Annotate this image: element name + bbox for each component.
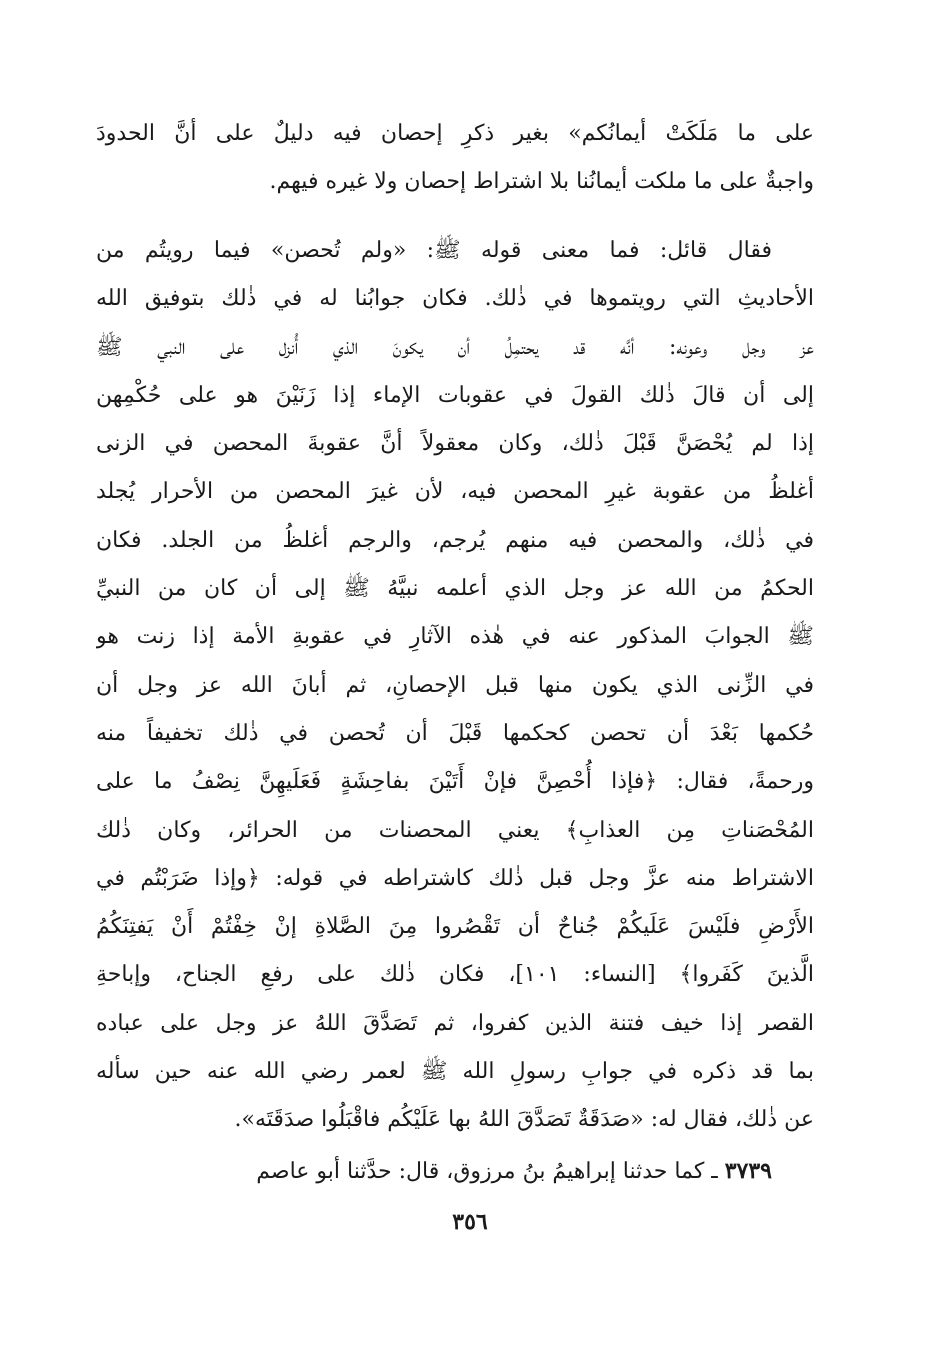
text-line: إذا لم يُحْصَنَّ قَبْلَ ذٰلك، وكان معقولاً أنَّ عقوبةَ المحصن في الزنى [96, 431, 814, 457]
text-line: الحكمُ من الله عز وجل الذي أعلمه نبيَّهُ ﷺ إلى أن كان من النبيِّ [96, 576, 814, 602]
text-line: الاشتراط منه عزَّ وجل قبل ذٰلك كاشتراطه في قوله: ﴿وإذا ضَرَبْتُم في [96, 865, 814, 891]
text-line: الأحاديثِ التي رويتموها في ذٰلك. فكان جوابُنا له في ذٰلك بتوفيق الله [96, 286, 814, 312]
text-line [96, 1147, 814, 1195]
hadith-number: ٣٧٣٩ [724, 1158, 772, 1184]
paragraph-continuation [96, 110, 814, 207]
text-line: الَّذينَ كَفَروا﴾ [النساء: ١٠١]، فكان ذٰلك على رفعِ الجناح، وإباحةِ [96, 962, 814, 988]
paragraph-hadith [96, 1147, 814, 1195]
text-line: في الزِّنى الذي يكون منها قبل الإحصانِ، ثم أبانَ الله عز وجل أن [96, 672, 814, 698]
text-line: أغلظُ من عقوبة غيرِ المحصن فيه، لأن غيرَ المحصن من الأحرار يُجلد [96, 479, 814, 505]
text-line: عز وجل وعونه: أنَّه قد يحتمِلُ أن يكونَ الذي أُنزل على النبي ﷺ [96, 334, 814, 360]
text-line: واجبةٌ على ما ملكت أيمانُنا بلا اشتراط إحصان ولا غيره فيهم. [269, 169, 814, 195]
text-line: بما قد ذكره في جوابِ رسولِ الله ﷺ لعمر رضي الله عنه حين سأله [96, 1059, 814, 1085]
text-line: ﷺ الجوابَ المذكور عنه في هٰذه الآثارِ في عقوبةِ الأمة إذا زنت هو [96, 624, 814, 650]
text-line: المُحْصَناتِ مِن العذابِ﴾ يعني المحصنات من الحرائر، وكان ذٰلك [96, 817, 814, 843]
paragraph-commentary [96, 227, 814, 1145]
text-line: ورحمةً، فقال: ﴿فإذا أُحْصِنَّ فإنْ أَتَيْنَ بفاحِشَةٍ فَعَلَيهِنَّ نِصْفُ ما على [96, 769, 814, 795]
text-line: حُكمها بَعْدَ أن تحصن كحكمها قَبْلَ أن تُحصن في ذٰلك تخفيفاً منه [96, 720, 814, 746]
text-line: في ذٰلك، والمحصن فيه منهم يُرجم، والرجم أغلظُ من الجلد. فكان [96, 527, 814, 553]
page-number: ٣٥٦ [452, 1209, 488, 1235]
text-line: على ما مَلَكَتْ أيمانُكم» بغير ذكرِ إحصان فيه دليلٌ على أنَّ الحدودَ [96, 121, 814, 146]
text-line: القصر إذا خيف فتنة الذين كفروا، ثم تَصَدَّقَ اللهُ عز وجل على عباده [96, 1010, 814, 1036]
text-line: فقال قائل: فما معنى قوله ﷺ: «ولم تُحصن» فيما رويتُم من [96, 238, 772, 263]
text-line: الأَرْضِ فلَيْسَ عَلَيكُمْ جُناحٌ أن تَقْصُروا مِنَ الصَّلاةِ إنْ خِفْتُمْ أَنْ يَفتِنَكُمُ [96, 914, 814, 940]
text-line: إلى أن قالَ ذٰلك القولَ في عقوبات الإماء إذا زَنَيْنَ هو على حُكْمِهن [96, 382, 814, 408]
text-line: عن ذٰلك، فقال له: «صَدَقَةٌ تَصَدَّقَ اللهُ بها عَلَيْكُم فاقْبَلُوا صدَقَتَه». [234, 1107, 814, 1133]
hadith-text: ـ كما حدثنا إبراهيمُ بنُ مرزوق، قال: حدَّثنا أبو عاصم [256, 1159, 718, 1184]
